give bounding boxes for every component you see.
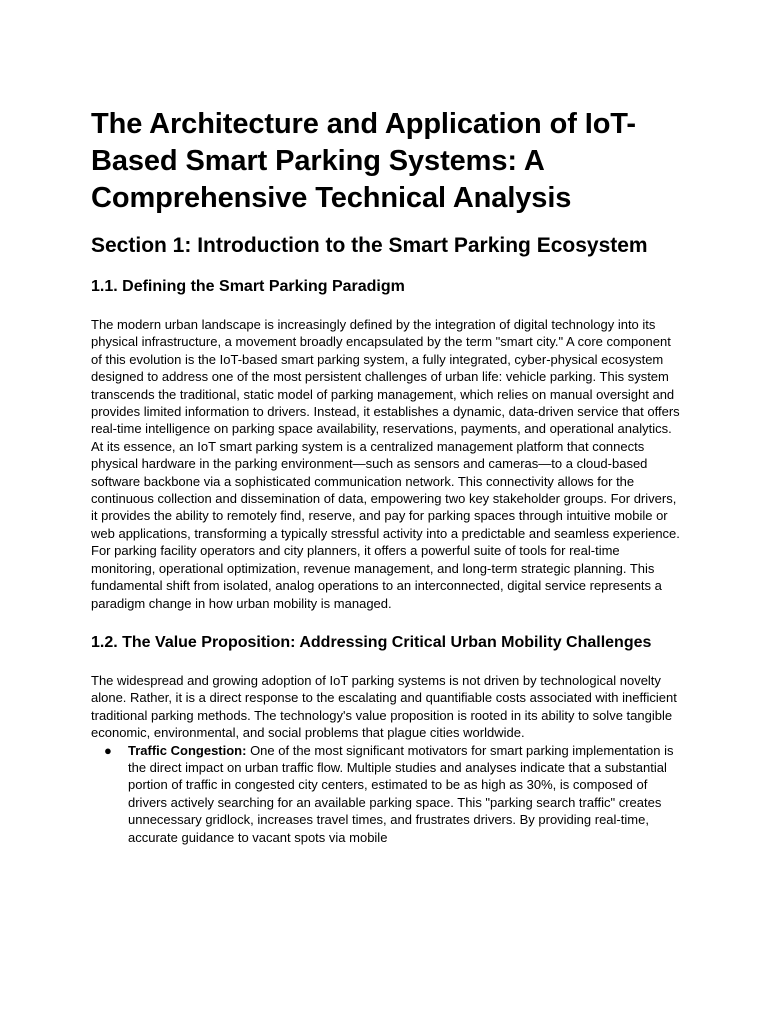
body-paragraph: The modern urban landscape is increasingly defined by the integration of digital technology into its physical infrastructure, a movement broadly encapsulated by the term "smart city." A core component of this evolution is the IoT-based smart parking system, a fully integrated, cyber-physical ecosystem designed to address one of the most persistent challenges of urban life: vehicle parking. This system transcends the traditional, static model of parking management, which relies on manual oversight and provides limited information to drivers. Instead, it establishes a dynamic, data-driven service that offers real-time intelligence on parking space availability, reservations, payments, and operational analytics. bbox=[91, 317, 680, 437]
body-paragraph: The widespread and growing adoption of IoT parking systems is not driven by technological novelty alone. Rather, it is a direct response to the escalating and quantifiable costs associated with inefficient traditional parking methods. The technology's value proposition is rooted in its ability to solve tangible economic, environmental, and social problems that plague cities worldwide. bbox=[91, 672, 677, 741]
bullet-icon: ● bbox=[104, 742, 112, 758]
subsection-heading: 1.2. The Value Proposition: Addressing Critical Urban Mobility Challenges bbox=[91, 633, 652, 651]
document-page bbox=[91, 106, 681, 846]
list-item-text: One of the most significant motivators for smart parking implementation is the direct impact on urban traffic flow. Multiple studies and analyses indicate that a substantial portion of traffic in congested city centers, estimated to be as high as 30%, is composed of drivers actively searching for an available parking space. This "parking search traffic" creates unnecessary gridlock, increases travel times, and frustrates drivers. By providing real-time, accurate guidance to vacant spots via mobile bbox=[128, 742, 674, 845]
list-item-term: Traffic Congestion: bbox=[128, 742, 247, 758]
section-heading: Section 1: Introduction to the Smart Parking Ecosystem bbox=[91, 234, 648, 257]
body-paragraph: At its essence, an IoT smart parking system is a centralized management platform that connects physical hardware in the parking environment—such as sensors and cameras—to a cloud-based software backbone via a sophisticated communication network. This connectivity allows for the continuous collection and dissemination of data, empowering two key stakeholder groups. For drivers, it provides the ability to remotely find, reserve, and pay for parking spaces through intuitive mobile or web applications, transforming a typically stressful activity into a predictable and seamless experience. For parking facility operators and city planners, it offers a powerful suite of tools for real-time monitoring, operational optimization, revenue management, and long-term strategic planning. This fundamental shift from isolated, analog operations to an interconnected, digital service represents a paradigm change in how urban mobility is managed. bbox=[91, 438, 680, 611]
list-item bbox=[91, 742, 681, 846]
bullet-list bbox=[91, 742, 681, 846]
document-title: The Architecture and Application of IoT-Based Smart Parking Systems: A Comprehensive Technical Analysis bbox=[91, 108, 636, 214]
subsection-heading: 1.1. Defining the Smart Parking Paradigm bbox=[91, 278, 405, 295]
